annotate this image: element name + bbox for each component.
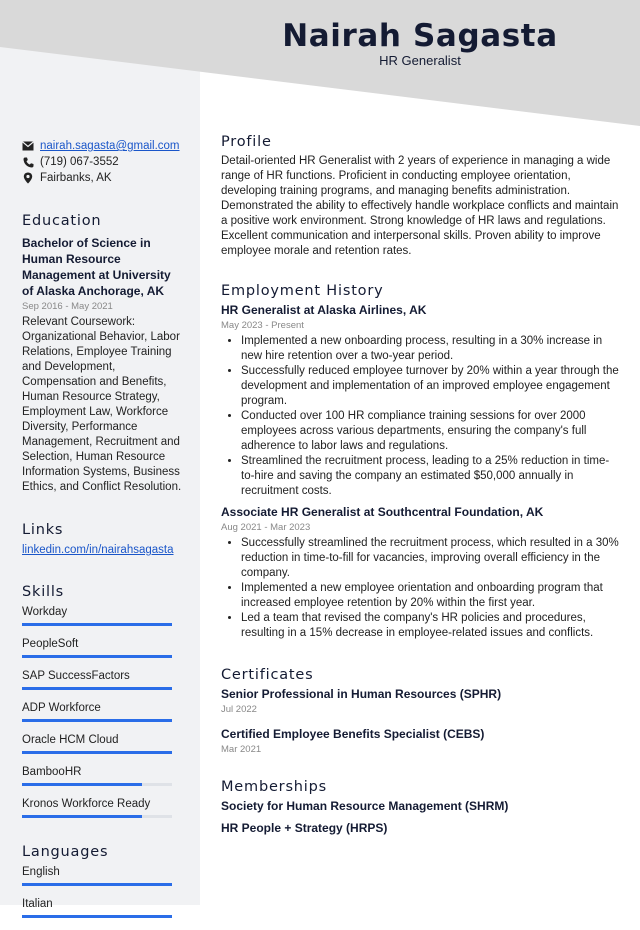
certificate-title: Certified Employee Benefits Specialist (CEBS): [221, 727, 485, 741]
education-coursework: Relevant Coursework: Organizational Behavior, Labor Relations, Employee Training and Development, Compensation and Benefits, Human Resource Strategy, Employment Law, Workforce Diversity, Performance Management, Recruitment and Selection, Human Resource Information Systems, Business Ethics, and Conflict Resolution.: [22, 316, 182, 493]
language-level-bar: [22, 915, 172, 918]
profile-heading: Profile: [221, 134, 272, 150]
skill-level-fill: [22, 687, 172, 690]
contact-block: [22, 138, 182, 186]
skill-level-bar: [22, 623, 172, 626]
skills-section: [22, 584, 182, 818]
employment-heading: Employment History: [221, 283, 384, 299]
language-label: English: [22, 866, 60, 878]
memberships-heading: Memberships: [221, 779, 327, 795]
phone-icon: [22, 156, 34, 168]
language-level-fill: [22, 915, 172, 918]
sidebar: [22, 138, 182, 930]
skill-level-fill: [22, 719, 172, 722]
phone-text: (719) 067-3552: [40, 156, 119, 168]
education-degree: Bachelor of Science in Human Resource Management at University of Alaska Anchorage, AK: [22, 236, 171, 298]
skill-level-fill: [22, 783, 142, 786]
job-bullet: • Streamlined the recruitment process, leading to a 25% reduction in time-to-hire and saving the company an estimated $50,000 annually in recruitment costs.: [241, 454, 619, 499]
links-section: [22, 522, 182, 556]
contact-email-row: [22, 138, 182, 154]
skills-heading: Skills: [22, 584, 65, 600]
membership-item: HR People + Strategy (HRPS): [221, 821, 388, 835]
education-dates: Sep 2016 - May 2021: [22, 301, 113, 312]
language-level-bar: [22, 883, 172, 886]
skill-label: Kronos Workforce Ready: [22, 798, 151, 810]
skill-label: Workday: [22, 606, 68, 618]
skill-level-bar: [22, 815, 172, 818]
job-title: Associate HR Generalist at Southcentral Foundation, AK: [221, 505, 544, 519]
linkedin-link[interactable]: linkedin.com/in/nairahsagasta: [22, 544, 174, 556]
job-bullet: • Implemented a new onboarding process, resulting in a 30% increase in new hire retention over a two-year period.: [241, 334, 619, 364]
skill-level-bar: [22, 751, 172, 754]
skill-level-fill: [22, 655, 172, 658]
job-bullet: • Successfully reduced employee turnover by 20% within a year through the development and implementation of an improved employee engagement program.: [241, 364, 619, 409]
skill-item: [22, 702, 182, 722]
certificate-date: Jul 2022: [221, 704, 257, 715]
skill-label: BambooHR: [22, 766, 82, 778]
language-item: [22, 898, 182, 918]
language-label: Italian: [22, 898, 53, 910]
skill-level-bar: [22, 783, 172, 786]
candidate-title: HR Generalist: [379, 53, 461, 68]
employment-section: [221, 283, 619, 641]
job-entry: [221, 303, 619, 499]
skill-level-fill: [22, 751, 172, 754]
contact-phone-row: [22, 154, 182, 170]
skill-level-bar: [22, 687, 172, 690]
skill-item: [22, 766, 182, 786]
skill-level-bar: [22, 719, 172, 722]
main-content: [221, 134, 619, 843]
job-bullets: [221, 334, 619, 499]
memberships-section: [221, 779, 619, 835]
skill-label: PeopleSoft: [22, 638, 79, 650]
skill-label: Oracle HCM Cloud: [22, 734, 119, 746]
skill-item: [22, 798, 182, 818]
job-dates: Aug 2021 - Mar 2023: [221, 522, 311, 533]
job-bullet: • Conducted over 100 HR compliance training sessions for over 2000 employees across various departments, ensuring the company's full adherence to labor laws and regulations.: [241, 409, 619, 454]
certificates-heading: Certificates: [221, 667, 314, 683]
job-bullet: • Implemented a new employee orientation and onboarding program that increased employee retention by 20% within the first year.: [241, 581, 619, 611]
skill-level-fill: [22, 623, 172, 626]
language-item: [22, 866, 182, 886]
languages-section: [22, 844, 182, 918]
certificates-section: [221, 667, 619, 755]
certificate-date: Mar 2021: [221, 744, 262, 755]
skill-level-bar: [22, 655, 172, 658]
membership-item: Society for Human Resource Management (SHRM): [221, 799, 509, 813]
job-dates: May 2023 - Present: [221, 320, 304, 331]
job-title: HR Generalist at Alaska Airlines, AK: [221, 303, 427, 317]
skill-item: [22, 606, 182, 626]
skill-label: ADP Workforce: [22, 702, 101, 714]
map-pin-icon: [22, 172, 34, 184]
contact-location-row: [22, 170, 182, 186]
candidate-name: Nairah Sagasta: [282, 18, 558, 54]
skill-item: [22, 638, 182, 658]
envelope-icon: [22, 140, 34, 152]
job-entry: [221, 505, 619, 641]
education-section: [22, 213, 182, 495]
education-heading: Education: [22, 213, 102, 229]
languages-heading: Languages: [22, 844, 109, 860]
location-text: Fairbanks, AK: [40, 172, 112, 184]
skill-label: SAP SuccessFactors: [22, 670, 130, 682]
skill-item: [22, 670, 182, 690]
certificate-title: Senior Professional in Human Resources (SPHR): [221, 687, 502, 701]
links-heading: Links: [22, 522, 64, 538]
job-bullet: • Successfully streamlined the recruitment process, which resulted in a 30% reduction in time-to-fill for vacancies, improving overall efficiency in the company.: [241, 536, 619, 581]
job-bullets: [221, 536, 619, 641]
skill-level-fill: [22, 815, 142, 818]
job-bullet: • Led a team that revised the company's HR policies and procedures, resulting in a 15% decrease in employee-related issues and conflicts.: [241, 611, 619, 641]
language-level-fill: [22, 883, 172, 886]
email-link[interactable]: nairah.sagasta@gmail.com: [40, 140, 180, 152]
profile-section: [221, 134, 619, 259]
profile-text: Detail-oriented HR Generalist with 2 years of experience in managing a wide range of HR functions. Proficient in conducting employee orientation, developing training programs, and managing benefits administration. Demonstrated the ability to effectively handle workplace conflicts and maintain a positive work environment. Strong knowledge of HR laws and regulations. Excellent communication and interpersonal skills. Proven ability to improve employee morale and retention rates.: [221, 155, 619, 257]
skill-item: [22, 734, 182, 754]
